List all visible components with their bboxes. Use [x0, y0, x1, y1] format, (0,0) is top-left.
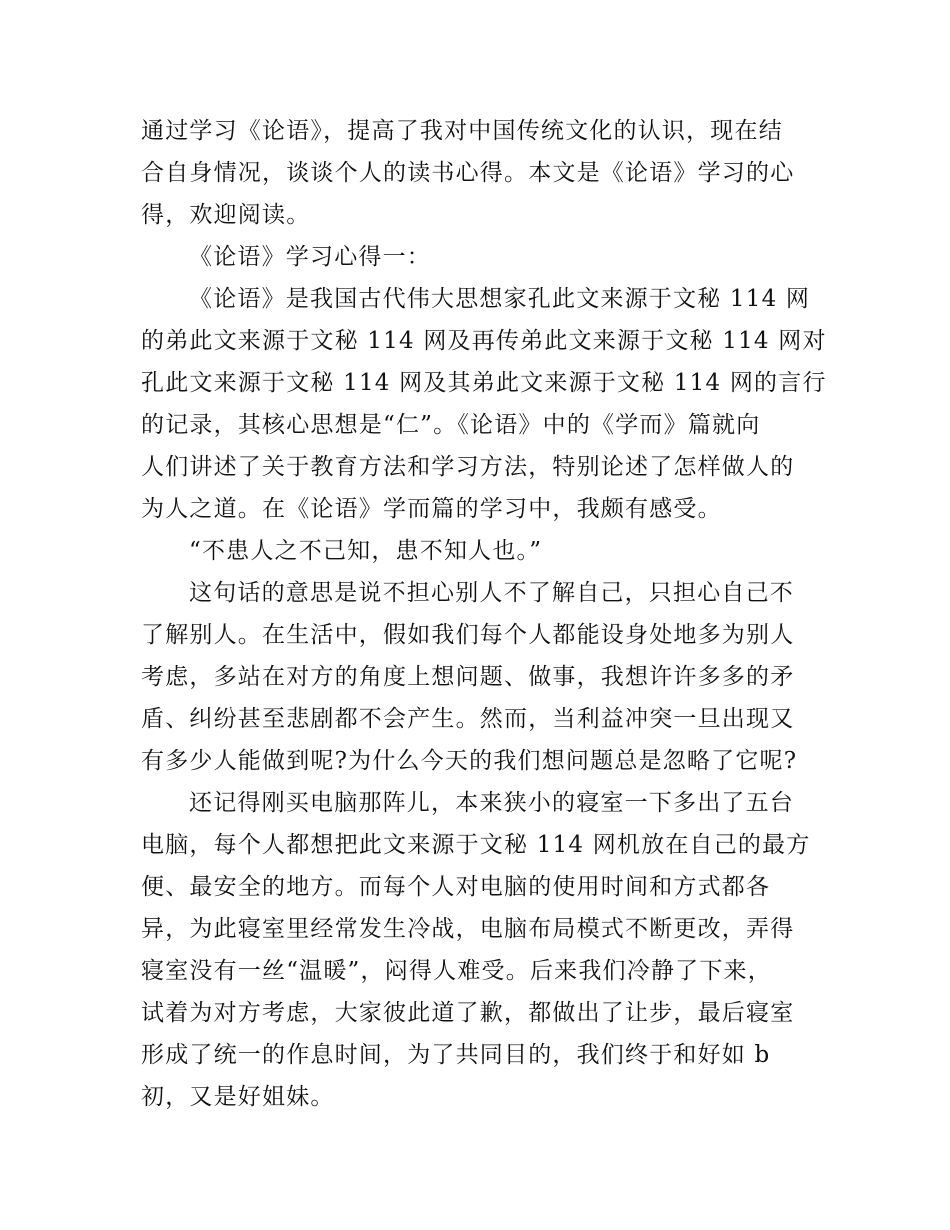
text-line: 人们讲述了关于教育方法和学习方法，特别论述了怎样做人的	[141, 454, 795, 480]
text-line: 形成了统一的作息时间，为了共同目的，我们终于和好如 b	[141, 1042, 771, 1068]
text-line: 电脑，每个人都想把此文来源于文秘 114 网机放在自己的最方	[141, 832, 811, 858]
text-line: 的弟此文来源于文秘 114 网及再传弟此文来源于文秘 114 网对	[141, 328, 827, 354]
text-line: 的记录，其核心思想是“仁”。《论语》中的《学而》篇就向	[141, 412, 761, 438]
text-line: 还记得刚买电脑那阵儿，本来狭小的寝室一下多出了五台	[189, 790, 794, 816]
text-line: 寝室没有一丝“温暖”，闷得人难受。后来我们冷静了下来，	[141, 958, 772, 984]
text-line: 这句话的意思是说不担心别人不了解自己，只担心自己不	[189, 580, 794, 606]
text-line: 试着为对方考虑，大家彼此道了歉，都做出了让步，最后寝室	[141, 1000, 795, 1026]
text-line: 《论语》是我国古代伟大思想家孔此文来源于文秘 114 网	[189, 286, 811, 312]
document-body	[141, 110, 827, 1118]
section-heading: 《论语》学习心得一：	[189, 244, 431, 270]
text-line: 有多少人能做到呢?为什么今天的我们想问题总是忽略了它呢?	[141, 748, 798, 774]
text-line: 考虑，多站在对方的角度上想问题、做事，我想许许多多的矛	[141, 664, 795, 690]
text-line: 异，为此寝室里经常发生冷战，电脑布局模式不断更改，弄得	[141, 916, 795, 942]
text-line: 为人之道。在《论语》学而篇的学习中，我颇有感受。	[141, 496, 722, 522]
text-line: 通过学习《论语》，提高了我对中国传统文化的认识，现在结	[141, 118, 783, 144]
text-line: 盾、纠纷甚至悲剧都不会产生。然而，当利益冲突一旦出现又	[141, 706, 795, 732]
text-line: 初，又是好姐妹。	[141, 1084, 335, 1110]
text-line: 了解别人。在生活中，假如我们每个人都能设身处地多为别人	[141, 622, 795, 648]
text-line: 得，欢迎阅读。	[141, 202, 311, 228]
text-line: 孔此文来源于文秘 114 网及其弟此文来源于文秘 114 网的言行	[141, 370, 827, 396]
text-line: 便、最安全的地方。而每个人对电脑的使用时间和方式都各	[141, 874, 771, 900]
text-line: 合自身情况，谈谈个人的读书心得。本文是《论语》学习的心	[141, 160, 795, 186]
quotation-line: “不患人之不己知，患不知人也。”	[189, 538, 543, 564]
